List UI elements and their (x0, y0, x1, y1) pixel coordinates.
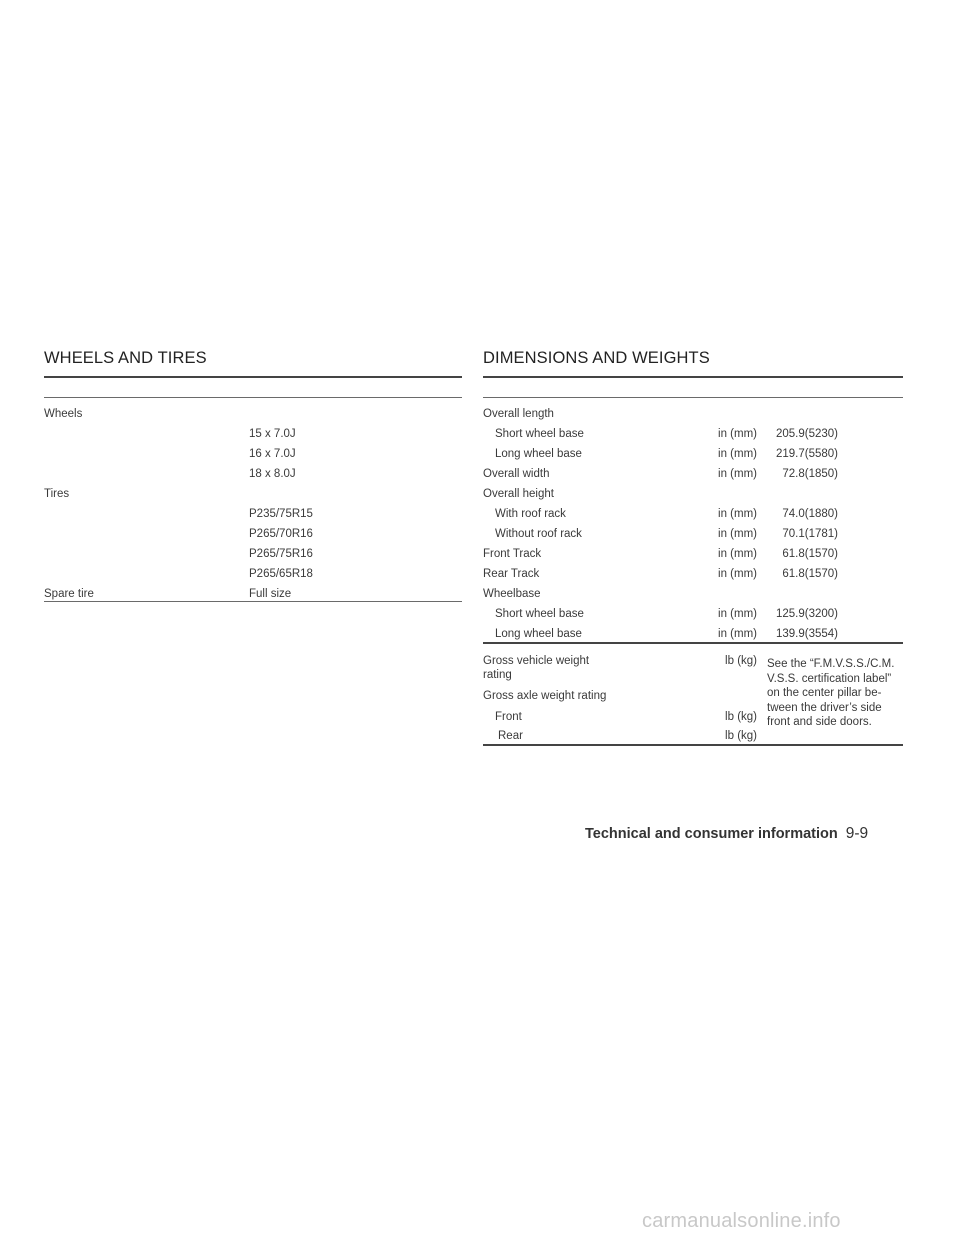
tire-size: P235/75R15 (249, 508, 313, 520)
footer-section-title: Technical and consumer information (585, 826, 838, 842)
dim-row-unit: in (mm) (718, 508, 757, 520)
tire-size: P265/65R18 (249, 568, 313, 580)
note-line: See the “F.M.V.S.S./C.M. (767, 658, 895, 670)
wheel-size: 15 x 7.0J (249, 428, 296, 440)
dimensions-mid-rule (483, 642, 903, 644)
dim-row-label: Short wheel base (495, 428, 584, 440)
wheel-size: 18 x 8.0J (249, 468, 296, 480)
dim-row-label: With roof rack (495, 508, 566, 520)
gvwr-unit: lb (kg) (725, 655, 757, 667)
dim-row-label: Overall length (483, 408, 554, 420)
gawr-label: Gross axle weight rating (483, 690, 607, 702)
wheel-size: 16 x 7.0J (249, 448, 296, 460)
certification-label-note (767, 657, 912, 730)
dim-row-value: 205.9(5230) (775, 428, 838, 440)
dim-row-label: Without roof rack (495, 528, 582, 540)
dim-row-value: 219.7(5580) (775, 448, 838, 460)
dim-row-unit: in (mm) (718, 448, 757, 460)
note-line: on the center pillar be- (767, 687, 882, 700)
wheels-tires-bottom-rule (44, 601, 462, 602)
tire-size: P265/75R16 (249, 548, 313, 560)
gawr-front-unit: lb (kg) (725, 711, 757, 723)
dim-row-value: 139.9(3554) (775, 628, 838, 640)
dim-row-label: Overall height (483, 488, 554, 500)
tire-size: P265/70R16 (249, 528, 313, 540)
wheels-tires-header-rule (44, 397, 462, 398)
gvwr-label-line1: Gross vehicle weight (483, 655, 590, 667)
dim-row-unit: in (mm) (718, 628, 757, 640)
dim-row-label: Short wheel base (495, 608, 584, 620)
dim-row-value: 74.0(1880) (782, 508, 838, 520)
page-footer (585, 825, 868, 843)
dim-row-label: Rear Track (483, 568, 540, 580)
dim-row-label: Overall width (483, 468, 550, 480)
dim-row-value: 125.9(3200) (775, 608, 838, 620)
spare-tire-value: Full size (249, 588, 292, 600)
page-number: 9-9 (845, 825, 869, 842)
dimensions-bottom-rule (483, 744, 903, 746)
dimensions-title-rule (483, 376, 903, 378)
dim-row-unit: in (mm) (718, 528, 757, 540)
dim-row-unit: in (mm) (718, 468, 757, 480)
dim-row-label: Wheelbase (483, 588, 541, 600)
dim-row-label: Long wheel base (495, 448, 582, 460)
gawr-rear-unit: lb (kg) (725, 730, 757, 742)
gawr-front-label: Front (495, 711, 522, 723)
note-line: V.S.S. certification label” (767, 672, 892, 685)
dim-row-value: 70.1(1781) (782, 528, 838, 540)
dim-row-value: 72.8(1850) (782, 468, 838, 480)
dim-row-value: 61.8(1570) (782, 548, 838, 560)
spare-tire-label: Spare tire (44, 588, 94, 600)
dim-row-label: Front Track (483, 548, 542, 560)
dim-row-unit: in (mm) (718, 428, 757, 440)
gvwr-label-line2: rating (483, 669, 512, 681)
dim-row-unit: in (mm) (718, 608, 757, 620)
watermark: carmanualsonline.info (642, 1210, 841, 1232)
wheels-label: Wheels (44, 408, 83, 420)
wheels-tires-title: WHEELS AND TIRES (44, 349, 207, 367)
dim-row-unit: in (mm) (718, 548, 757, 560)
wheels-tires-title-rule (44, 376, 462, 378)
dim-row-label: Long wheel base (495, 628, 582, 640)
dimensions-header-rule (483, 397, 903, 398)
dimensions-title: DIMENSIONS AND WEIGHTS (483, 349, 710, 367)
dim-row-unit: in (mm) (718, 568, 757, 580)
tires-label: Tires (44, 488, 70, 500)
gawr-rear-label: Rear (498, 730, 523, 742)
note-line: tween the driver’s side (767, 701, 882, 714)
dim-row-value: 61.8(1570) (782, 568, 838, 580)
note-line: front and side doors. (767, 716, 872, 729)
